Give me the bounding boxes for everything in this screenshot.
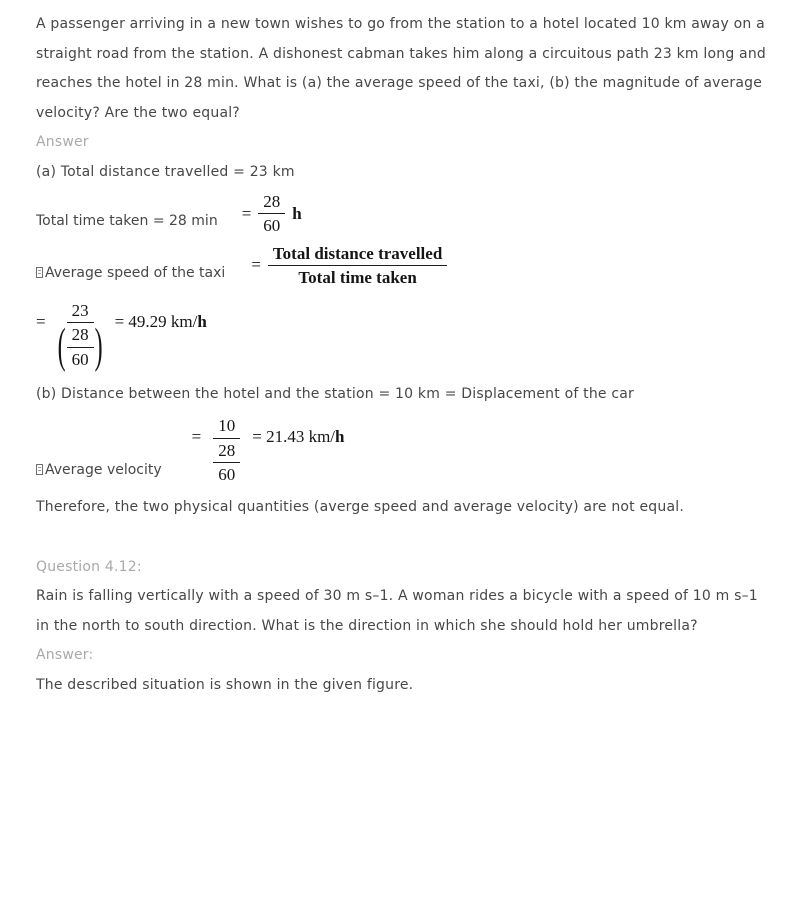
answer-412-label: Answer:: [36, 647, 94, 663]
speed-result: [115, 312, 207, 332]
fraction-numerator: 23: [67, 300, 94, 323]
left-parenthesis: (: [57, 320, 66, 374]
missing-glyph-icon: [36, 267, 43, 278]
inner-fraction-28-60: [213, 440, 240, 486]
speed-calculation-equation: [36, 300, 207, 374]
fraction-denominator: Total time taken: [298, 267, 417, 287]
question-412-paragraph: Rain is falling vertically with a speed of 30 m s–1. A woman rides a bicycle with a speed of 10 m s–1 in the north to south direction. What is the direction in which she should hold her umbrella?: [36, 588, 758, 634]
answer-label: Answer: [36, 134, 89, 150]
hour-unit: h: [292, 203, 302, 223]
speed-result-value: = 49.29 km/: [114, 312, 198, 331]
fraction-denominator: 60: [218, 464, 236, 484]
average-speed-label-text: Average speed of the taxi: [45, 264, 226, 281]
outer-fraction: [53, 300, 108, 374]
fraction-numerator: 28: [213, 440, 240, 463]
average-speed-row: [36, 243, 769, 289]
velocity-calculation-equation: [192, 415, 345, 485]
average-velocity-label: [36, 456, 162, 486]
fraction-numerator: 10: [213, 415, 240, 438]
equals-sign: =: [191, 427, 202, 447]
average-speed-definition-equation: [251, 243, 447, 289]
velocity-result: [252, 427, 344, 447]
speed-calculation-line: [36, 300, 769, 374]
velocity-result-value: = 21.43 km/: [252, 427, 336, 447]
equals-sign: =: [251, 255, 261, 275]
equals-sign: =: [36, 312, 46, 331]
part-b-line: (b) Distance between the hotel and the station = 10 km = Displacement of the car: [36, 385, 634, 402]
fraction-denominator: 60: [71, 349, 89, 369]
inner-fraction-28-60: [67, 324, 94, 370]
hour-unit: h: [197, 312, 207, 331]
missing-glyph-icon: [36, 464, 43, 475]
continued-fraction: [208, 415, 245, 485]
average-speed-label: [36, 259, 225, 289]
average-velocity-label-text: Average velocity: [45, 461, 162, 478]
hour-unit: h: [335, 427, 345, 447]
part-a-line: (a) Total distance travelled = 23 km: [36, 163, 295, 180]
figure-line: The described situation is shown in the given figure.: [36, 676, 414, 693]
fraction-numerator: 28: [67, 324, 94, 347]
question-paragraph: A passenger arriving in a new town wishes to go from the station to a hotel located 10 km away on a straight road from the station. A dishonest cabman takes him along a circuitous path 23 km long and reaches the hotel in 28 min. What is (a) the average speed of the taxi, (b) the magnitude of average velocity? Are the two equal?: [36, 16, 766, 121]
document-content: [36, 10, 769, 700]
conclusion-paragraph: Therefore, the two physical quantities (averge speed and average velocity) are not equal.: [36, 499, 684, 515]
time-fraction-equation: [242, 191, 302, 237]
average-velocity-row: [36, 415, 769, 485]
fraction-denominator: 60: [263, 216, 281, 236]
definition-fraction: [268, 243, 447, 289]
fraction-numerator: Total distance travelled: [268, 243, 447, 266]
fraction-denominator: [208, 439, 245, 486]
time-taken-text: Total time taken = 28 min: [36, 213, 218, 229]
equals-sign: =: [241, 203, 252, 223]
question-412-label: Question 4.12:: [36, 558, 142, 575]
fraction-numerator: 28: [258, 191, 285, 214]
right-parenthesis: ): [94, 320, 103, 374]
time-taken-row: [36, 191, 769, 237]
fraction-28-60: [258, 191, 285, 237]
fraction-denominator: [53, 320, 108, 374]
